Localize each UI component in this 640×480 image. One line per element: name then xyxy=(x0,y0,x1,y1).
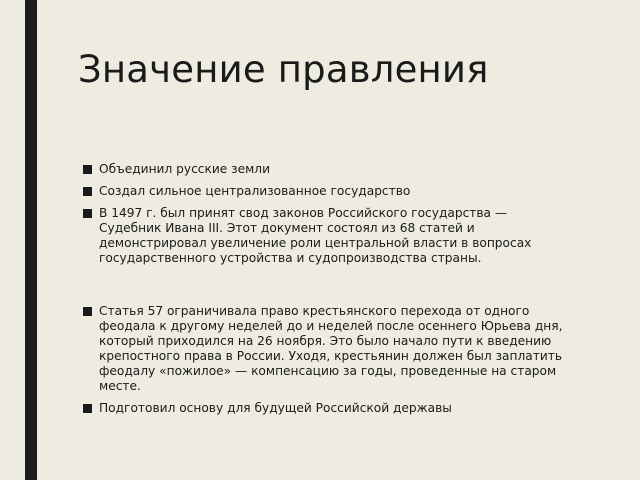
bullet-item xyxy=(83,401,563,416)
square-bullet-icon xyxy=(83,209,92,218)
square-bullet-icon xyxy=(83,404,92,413)
square-bullet-icon xyxy=(83,307,92,316)
bullet-item xyxy=(83,304,563,394)
bullet-item xyxy=(83,206,563,266)
bullet-item xyxy=(83,184,563,199)
bullet-list xyxy=(83,162,563,423)
bullet-text: Подготовил основу для будущей Российской державы xyxy=(99,401,452,415)
bullet-text: В 1497 г. был принят свод законов Российского государства — Судебник Ивана III. Этот документ состоял из 68 статей и демонстрировал увеличение роли центральной власти в вопросах государственного устройства и судопроизводства страны. xyxy=(99,206,532,265)
square-bullet-icon xyxy=(83,187,92,196)
bullet-item xyxy=(83,162,563,177)
bullet-text: Объединил русские земли xyxy=(99,162,271,176)
left-accent-bar xyxy=(25,0,37,480)
bullet-text: Статья 57 ограничивала право крестьянского перехода от одного феодала к другому неделей до и неделей после осеннего Юрьева дня, который приходился на 26 ноября. Это было начало пути к введению крепостного права в России. Уходя, крестьянин должен был заплатить феодалу «пожилое» — компенсацию за годы, проведенные на старом месте. xyxy=(99,304,563,393)
bullet-text: Создал сильное централизованное государство xyxy=(99,184,411,198)
square-bullet-icon xyxy=(83,165,92,174)
slide-title: Значение правления xyxy=(78,48,489,91)
